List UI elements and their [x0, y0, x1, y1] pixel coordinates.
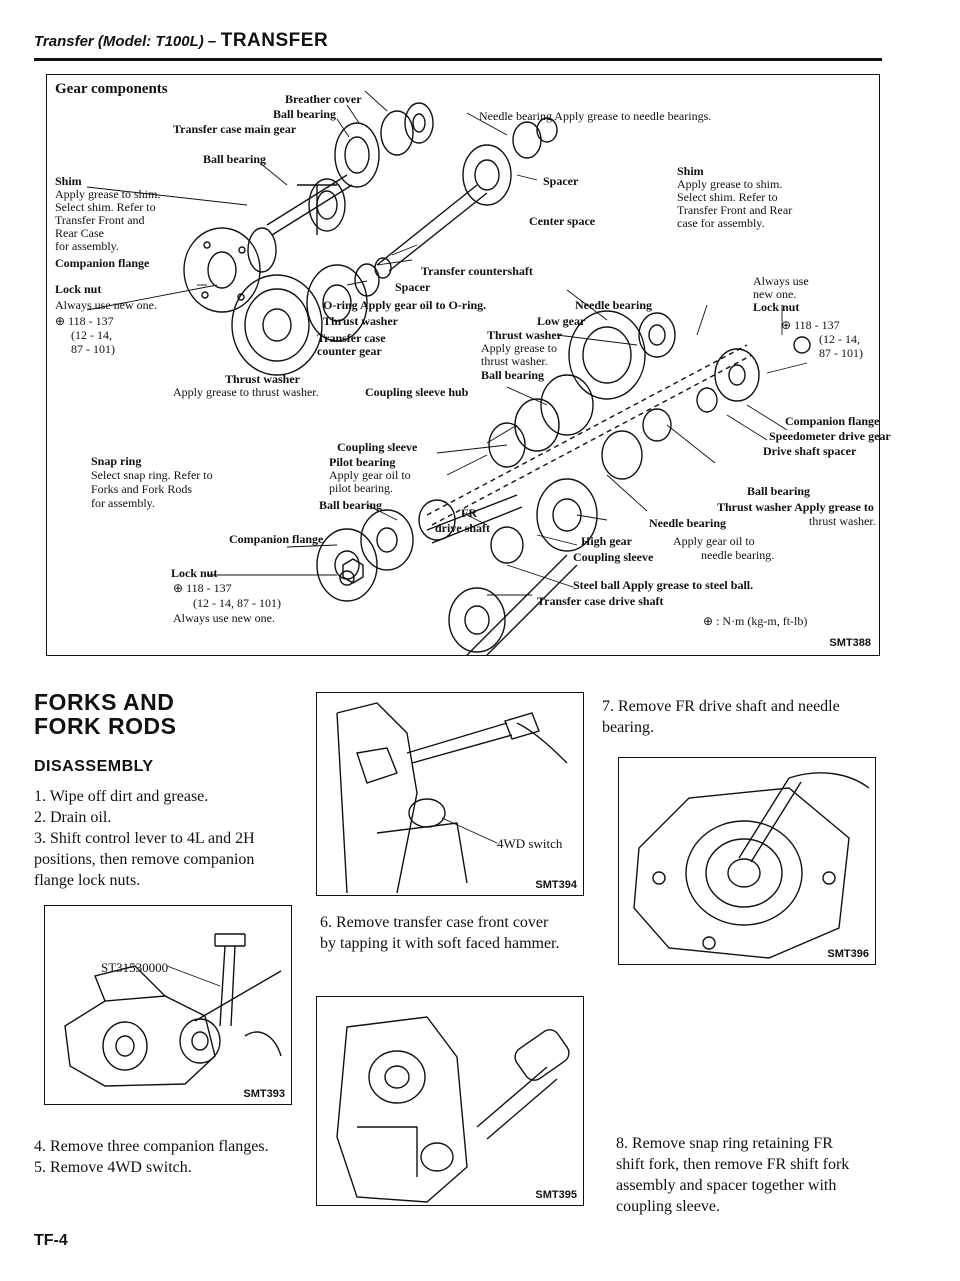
section-heading-line-2: FORK RODS: [34, 713, 177, 739]
label-center-space: Center space: [529, 214, 596, 228]
label-torque-right-0: [781, 319, 840, 332]
step-3-line-3: flange lock nuts.: [34, 872, 141, 889]
torque-icon: ⊕: [173, 581, 184, 595]
label-torque-right-1: (12 - 14,: [819, 332, 860, 346]
figure-code: SMT388: [829, 637, 871, 649]
label-thrust-washer-left-0: Thrust washer: [225, 372, 301, 386]
step-6-line-1: 6. Remove transfer case front cover: [320, 914, 549, 931]
label-thrust-washer-mid-2: thrust washer.: [481, 354, 548, 368]
page-number: TF-4: [34, 1232, 68, 1249]
label-drive-shaft: drive shaft: [435, 521, 490, 535]
label-ball-bearing-top: Ball bearing: [273, 107, 337, 121]
legend-text: : N·m (kg-m, ft-lb): [716, 614, 808, 628]
label-counter-gear-1: counter gear: [317, 344, 382, 358]
label-thrust-washer-mid-0: Thrust washer: [487, 328, 563, 342]
step-8-line-2: shift fork, then remove FR shift fork: [616, 1156, 850, 1173]
label-pilot-bearing-1: Apply gear oil to: [329, 468, 411, 482]
label-counter-gear-0: Transfer case: [317, 331, 386, 345]
figure-code: SMT394: [535, 879, 577, 891]
label-transfer-countershaft: Transfer countershaft: [421, 264, 533, 278]
label-thrust-washer-top: Thrust washer: [323, 314, 399, 328]
label-breather-cover: Breather cover: [285, 92, 362, 106]
label-legend: [703, 615, 807, 628]
label-shim-right-3: Transfer Front and Rear: [677, 203, 793, 217]
figure-smt395: [316, 996, 584, 1206]
label-torque-left-2: 87 - 101): [71, 342, 115, 356]
label-needle-bearing-top: Needle bearing Apply grease to needle bearings.: [479, 109, 712, 123]
header-rule: [34, 58, 882, 61]
torque-icon: ⊕: [55, 314, 66, 328]
label-needle-bearing-low: Needle bearing: [649, 516, 726, 530]
label-shim-left-note-0: Apply grease to shim.: [55, 187, 161, 201]
label-thrust-washer-right-0: Thrust washer Apply grease to: [717, 500, 874, 514]
4wd-switch-removal-drawing: [317, 693, 585, 897]
label-coupling-sleeve-hub: Coupling sleeve hub: [365, 385, 469, 399]
label-fr: FR: [461, 506, 477, 520]
figure-code: SMT396: [827, 948, 869, 960]
header-section: TRANSFER: [220, 30, 329, 51]
label-torque-low-1: (12 - 14, 87 - 101): [193, 596, 281, 610]
label-shim-right-0: Shim: [677, 164, 704, 178]
label-pilot-bearing-2: pilot bearing.: [329, 481, 393, 495]
label-torque-right-2: 87 - 101): [819, 346, 863, 360]
label-ball-bearing-right: Ball bearing: [747, 484, 811, 498]
header-model: Transfer (Model: T100L) –: [34, 33, 217, 50]
callout-4wd-switch: 4WD switch: [497, 836, 563, 851]
label-companion-flange-left: Companion flange: [55, 256, 150, 270]
section-heading: [34, 690, 177, 738]
fr-drive-shaft-removal-drawing: [619, 758, 877, 966]
figure-smt396: [618, 757, 876, 965]
label-companion-flange-low: Companion flange: [229, 532, 324, 546]
label-snap-ring-0: Snap ring: [91, 454, 142, 468]
label-shim-right-4: case for assembly.: [677, 216, 765, 230]
label-coupling-sleeve: Coupling sleeve: [337, 440, 418, 454]
label-lock-nut-right: Lock nut: [753, 300, 800, 314]
label-lock-nut-low: Lock nut: [171, 566, 218, 580]
label-torque-low-2: Always use new one.: [173, 611, 275, 625]
step-6-line-2: by tapping it with soft faced hammer.: [320, 935, 560, 952]
figure-smt393: [44, 905, 292, 1105]
label-snap-ring-3: for assembly.: [91, 496, 155, 510]
label-shim-left-note-3: Rear Case: [55, 226, 104, 240]
label-high-gear: High gear: [581, 534, 632, 548]
label-spacer-top: Spacer: [543, 174, 579, 188]
subheading-disassembly: DISASSEMBLY: [34, 758, 154, 775]
label-transfer-case-drive-shaft: Transfer case drive shaft: [537, 594, 664, 608]
torque-icon: ⊕: [703, 614, 714, 628]
step-8-line-4: coupling sleeve.: [616, 1198, 720, 1215]
torque-right-value: 118 - 137: [794, 318, 840, 332]
label-shim-right-2: Select shim. Refer to: [677, 190, 778, 204]
label-needle-bearing-mid: Needle bearing: [575, 298, 652, 312]
label-low-gear: Low gear: [537, 314, 586, 328]
label-always-use-right-0: Always use: [753, 274, 809, 288]
section-heading-line-1: FORKS AND: [34, 689, 175, 715]
label-spacer-mid: Spacer: [395, 280, 431, 294]
label-pilot-bearing-0: Pilot bearing: [329, 455, 396, 469]
label-steel-ball: Steel ball Apply grease to steel ball.: [573, 578, 754, 592]
label-shim-left: Shim: [55, 174, 82, 188]
front-cover-removal-drawing: [317, 997, 585, 1207]
label-snap-ring-1: Select snap ring. Refer to: [91, 468, 213, 482]
label-snap-ring-2: Forks and Fork Rods: [91, 482, 193, 496]
label-ball-bearing-left: Ball bearing: [203, 152, 267, 166]
figure-smt394: [316, 692, 584, 896]
label-ball-bearing-mid: Ball bearing: [481, 368, 545, 382]
torque-left-value: 118 - 137: [68, 314, 114, 328]
label-lock-nut-left: Lock nut: [55, 282, 102, 296]
label-coupling-sleeve-low: Coupling sleeve: [573, 550, 654, 564]
label-thrust-washer-left-1: Apply grease to thrust washer.: [173, 385, 319, 399]
gear-components-figure: [46, 74, 891, 656]
label-transfer-case-main-gear: Transfer case main gear: [173, 122, 297, 136]
step-8-line-1: 8. Remove snap ring retaining FR: [616, 1135, 833, 1152]
label-high-gear-note-0: Apply gear oil to: [673, 534, 755, 548]
label-shim-left-note-1: Select shim. Refer to: [55, 200, 156, 214]
figure-code: SMT395: [535, 1189, 577, 1201]
torque-low-value: 118 - 137: [186, 581, 232, 595]
figure-code: SMT393: [243, 1088, 285, 1100]
page-header: [34, 30, 328, 52]
label-high-gear-note-1: needle bearing.: [701, 548, 775, 562]
label-torque-left-1: (12 - 14,: [71, 328, 112, 342]
label-drive-shaft-spacer: Drive shaft spacer: [763, 444, 857, 458]
step-1: 1. Wipe off dirt and grease.: [34, 788, 209, 805]
label-shim-left-note-2: Transfer Front and: [55, 213, 145, 227]
step-2: 2. Drain oil.: [34, 809, 112, 826]
label-always-use-right-1: new one.: [753, 287, 797, 301]
label-oring: O-ring Apply gear oil to O-ring.: [323, 298, 487, 312]
step-7-line-1: 7. Remove FR drive shaft and needle: [602, 698, 840, 715]
callout-tool-number: ST31530000: [101, 960, 169, 975]
label-lock-nut-left-note: Always use new one.: [55, 298, 157, 312]
label-shim-left-note-4: for assembly.: [55, 239, 119, 253]
step-3-line-2: positions, then remove companion: [34, 851, 255, 868]
label-torque-left-0: [55, 315, 114, 328]
step-5: 5. Remove 4WD switch.: [34, 1159, 192, 1176]
figure-title: Gear components: [55, 81, 168, 97]
step-7-line-2: bearing.: [602, 719, 654, 736]
step-8-line-3: assembly and spacer together with: [616, 1177, 837, 1194]
label-companion-flange-right: Companion flange: [785, 414, 880, 428]
step-3-line-1: 3. Shift control lever to 4L and 2H: [34, 830, 255, 847]
step-4: 4. Remove three companion flanges.: [34, 1138, 269, 1155]
label-thrust-washer-mid-1: Apply grease to: [481, 341, 557, 355]
label-thrust-washer-right-1: thrust washer.: [809, 514, 876, 528]
label-torque-low-0: [173, 582, 232, 595]
label-speedometer-drive-gear: Speedometer drive gear: [769, 429, 891, 443]
label-shim-right-1: Apply grease to shim.: [677, 177, 783, 191]
label-ball-bearing-low: Ball bearing: [319, 498, 383, 512]
torque-icon: ⊕: [781, 318, 792, 332]
companion-flange-removal-drawing: [45, 906, 293, 1106]
